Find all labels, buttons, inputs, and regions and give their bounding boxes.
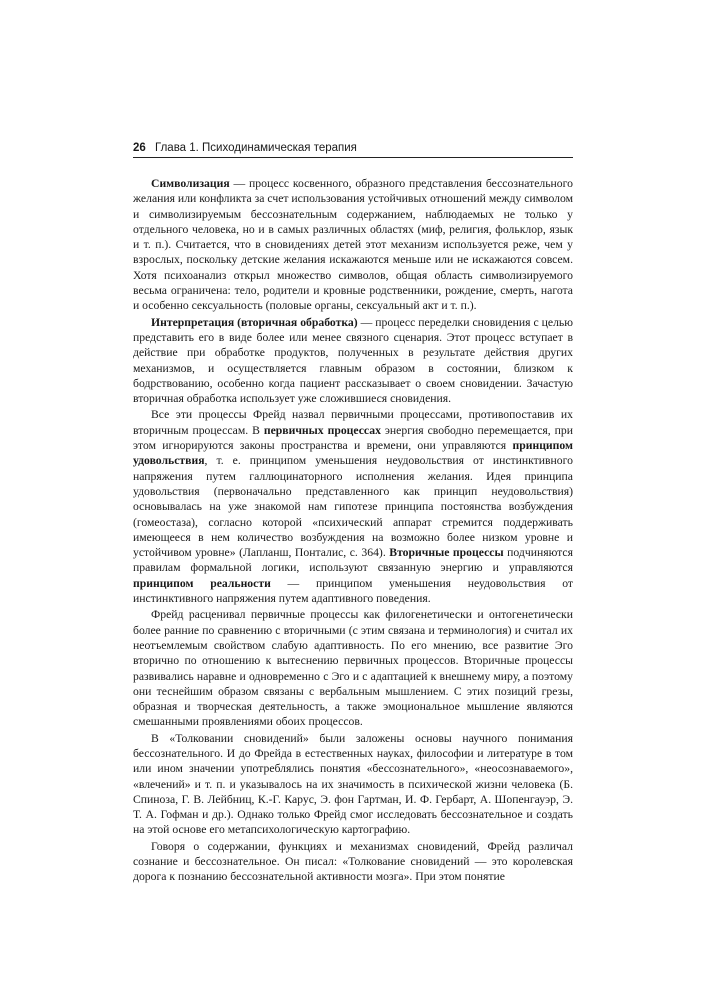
running-head <box>133 141 573 158</box>
chapter-title: Глава 1. Психодинамическая терапия <box>155 142 357 154</box>
paragraph-text: — процесс косвенного, образного представления бессознательного желания или конфликта за счет использования устойчивых отношений между символом и символизируемым бессознательным содержанием, наблюдаемых не только у отдельного человека, но и в самых различных областях (миф, религия, фольклор, язык и т. п.). Считается, что в сновидениях детей этот механизм используется реже, чем у взрослых, поскольку детские желания искажаются меньше или не искажаются совсем. Хотя психоанализ открыл множество символов, общая область символизируемого весьма ограничена: тело, родители и кровные родственники, рождение, смерть, нагота и особенно сексуальность (половые органы, сексуальный акт и т. п.). <box>133 177 574 313</box>
term-symbolization: Символизация <box>151 177 230 190</box>
paragraph-symbolization <box>133 176 573 314</box>
text-segment: подчиняются правилам формальной логики, используют связанную энергию и управляются <box>133 546 573 575</box>
paragraph-interpretation <box>133 315 573 407</box>
term-primary-processes: первичных процессах <box>263 423 381 437</box>
term-secondary-processes: Вторичные процессы <box>389 546 504 560</box>
paragraph-phylogenetic: Фрейд расценивал первичные процессы как филогенетически и онтогенетически более ранние по сравнению с вторичными (с этим связана и терминология) и считал их неотъемлемым свойством слабую адаптивность. По его мнению, все развитие Эго вторично по отношению к вытеснению первичных процессов. Вторичные процессы развивались наравне и одновременно с Эго и с адаптацией к внешнему миру, а поэтому они теснейшим образом связаны с вербальным мышлением. С этих позиций грезы, образная и творческая деятельность, а также эмоциональное мышление являются смешанными проявлениями обоих процессов. <box>133 608 573 729</box>
body-text <box>133 176 573 886</box>
term-reality-principle: принципом реальности <box>133 576 271 590</box>
paragraph-text: — процесс переделки сновидения с целью представить его в виде более или менее связного сценария. Этот процесс вступает в действие при обработке продуктов, полученных в результате действия других механизмов, и осуществляется главным образом в состоянии, близком к бодрствованию, особенно когда пациент рассказывает о своем сновидении. Зачастую вторичная обработка использует уже сложившиеся сновидения. <box>133 315 573 406</box>
paragraph-consciousness: Говоря о содержании, функциях и механизмах сновидений, Фрейд различал сознание и бессознательное. Он писал: «Толкование сновидений — это королевская дорога к познанию бессознательной активности мозга». При этом понятие <box>133 839 573 884</box>
text-segment: — принципом уменьшения неудовольствия от инстинктивного напряжения путем адаптивного поведения. <box>133 576 573 606</box>
text-segment: Все эти процессы Фрейд назвал первичными процессами, противопоставив их вторичным процессам. В <box>133 408 573 437</box>
text-segment: , т. е. принципом уменьшения неудовольствия от инстинктивного напряжения путем галлюцинаторного исполнения желания. Идея принципа удовольствия (первоначально представленного как принцип неудовольствия) основывалась на уже знакомой нам гипотезе принципа постоянства возбуждения (гомеостаза), согласно которой «психический аппарат стремится поддерживать имеющееся в нем количество возбуждения на возможно более низком уровне и устойчивом уровне» (Лапланш, Понталис, с. 364). <box>133 454 573 560</box>
text-segment: энергия свободно перемещается, при этом игнорируются законы пространства и времени, они управляются <box>133 423 574 453</box>
term-interpretation: Интерпретация (вторичная обработка) <box>151 315 358 329</box>
term-pleasure-principle: принципом удовольствия <box>133 439 573 468</box>
paragraph-processes <box>133 407 573 606</box>
paragraph-dream-interpretation: В «Толковании сновидений» были заложены основы научного понимания бессознательного. И до Фрейда в естественных науках, философии и литературе в том или ином значении употреблялись понятия «бессознательного», «неосознаваемого», «влечений» и т. п. и указывалось на их значимость в психической жизни человека (Б. Спиноза, Г. В. Лейбниц, К.-Г. Карус, Э. фон Гартман, И. Ф. Гербарт, А. Шопенгауэр, Э. Т. А. Гофман и др.). Однако только Фрейд смог исследовать бессознательное и создать на этой основе его метапсихологическую картографию. <box>133 731 573 837</box>
page-number: 26 <box>133 142 146 154</box>
